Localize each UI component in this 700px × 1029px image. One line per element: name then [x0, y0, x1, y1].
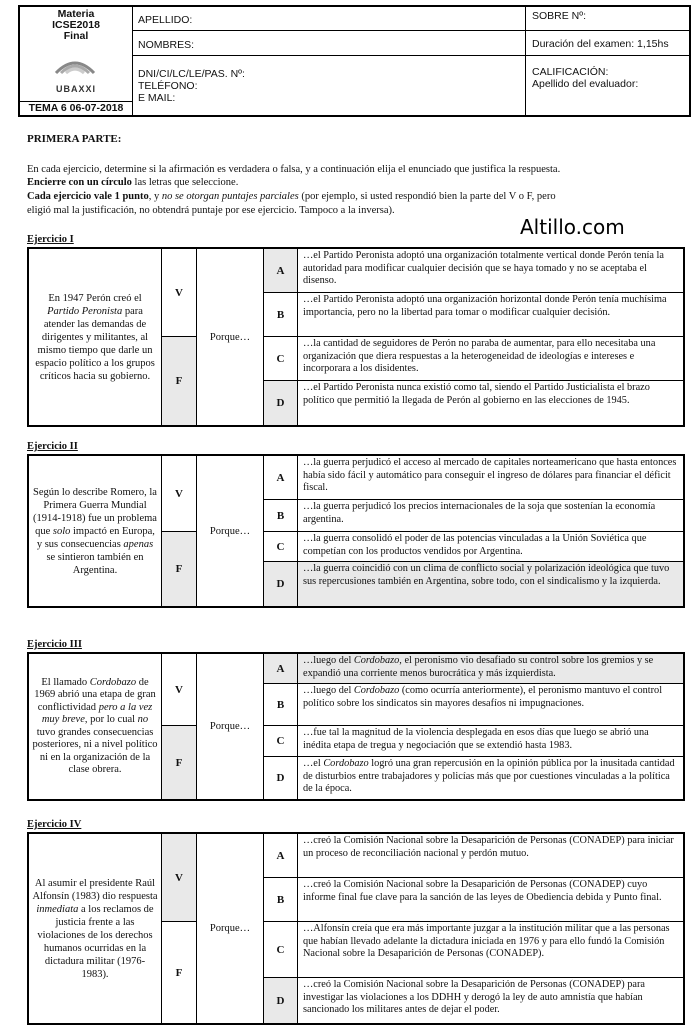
calificacion-label: CALIFICACIÓN:	[532, 66, 609, 78]
exercise-2-v-option[interactable]	[162, 456, 197, 532]
option-text: …luego del Cordobazo (como ocurría anteriormente), el peronismo mantuvo el control político sobre los sindicatos sin mayores desafíos ni impugnaciones.	[303, 685, 663, 709]
exercise-1-option-b[interactable]	[264, 293, 683, 337]
exercise-3-option-b[interactable]	[264, 684, 683, 726]
option-letter: B	[264, 293, 298, 336]
v-label: V	[175, 286, 183, 299]
exam-header	[18, 5, 691, 117]
exercise-4-option-c[interactable]	[264, 922, 683, 978]
logo-text: UBAXXI	[55, 84, 96, 94]
exercise-3-option-c[interactable]	[264, 726, 683, 757]
option-letter: B	[264, 500, 298, 531]
exercise-3-v-option[interactable]	[162, 654, 197, 726]
exercise-1-f-option[interactable]	[162, 337, 197, 425]
sobre-label: SOBRE Nº:	[532, 10, 587, 22]
exercise-4-option-d[interactable]	[264, 978, 683, 1023]
option-text: …creó la Comisión Nacional sobre la Desaparición de Personas (CONADEP) para investigar las violaciones a los DDHH y derogó la ley de auto amnistía que habían sancionado los militares antes de dejar el poder.	[303, 979, 645, 1015]
option-letter: C	[264, 532, 298, 561]
watermark-text: Altillo.com	[520, 215, 625, 239]
f-label: F	[175, 563, 183, 575]
exercise-3-title: Ejercicio III	[27, 639, 82, 650]
exercise-1-option-c[interactable]	[264, 337, 683, 381]
email-label: E MAIL:	[138, 92, 176, 104]
exam-type: Final	[63, 30, 89, 42]
exercise-4-f-option[interactable]	[162, 922, 197, 1023]
exercise-3-f-option[interactable]	[162, 726, 197, 799]
v-label: V	[175, 487, 183, 500]
option-letter: A	[264, 249, 298, 292]
instructions-line-2	[27, 176, 238, 189]
apellido-row	[132, 7, 525, 31]
exercise-4-option-a[interactable]	[264, 834, 683, 878]
option-text: …el Partido Peronista adoptó una organización totalmente vertical donde Perón tenía la autoridad para modificar cualquier decisión que se haya tomado y no se aceptaba el disenso.	[303, 250, 664, 286]
materia-label: Materia	[57, 8, 95, 20]
nombres-row	[132, 31, 525, 56]
student-info	[132, 7, 526, 115]
nombres-label: NOMBRES:	[138, 39, 195, 51]
option-letter: C	[264, 726, 298, 756]
instructions-line-3	[27, 190, 556, 203]
exercise-3-porque: Porque…	[197, 654, 264, 799]
option-text: …el Partido Peronista adoptó una organización horizontal donde Perón tenía muchísima importancia, pero no la libertad para tomar o modificar cualquier decisión.	[303, 294, 667, 318]
course-info-cell	[20, 7, 133, 115]
duracion-label: Duración del examen: 1,15hs	[532, 38, 669, 50]
option-text: …la guerra consolidó el poder de las potencias vinculadas a la Unión Soviética que competían con los productos vendidos por Argentina.	[303, 533, 647, 557]
option-text: …la guerra coincidió con un clima de conflicto social y polarización ideológica que tuvo sus repercusiones también en Argentina, sobre todo, con el sindicalismo y la izquierda.	[303, 563, 670, 587]
instructions-line-1: En cada ejercicio, determine si la afirmación es verdadera o falsa, y a continuación elija el enunciado que justifica la respuesta.	[27, 164, 561, 175]
option-text: …luego del Cordobazo, el peronismo vio desafiado su control sobre los gremios y se expandió una corriente menos burocrática y más izquierdista.	[303, 655, 654, 679]
exercise-2-statement: Según lo describe Romero, la Primera Guerra Mundial (1914-1918) fue un problema que solo impactó en Europa, y sus consecuencias apenas se sintieron también en Argentina.	[29, 456, 162, 606]
exercise-2-porque: Porque…	[197, 456, 264, 606]
option-letter: D	[264, 381, 298, 425]
exercise-4-title: Ejercicio IV	[27, 819, 82, 830]
exercise-2-table	[27, 454, 685, 608]
dni-label: DNI/CI/LC/LE/PAS. Nº:	[138, 68, 245, 80]
exam-meta	[526, 7, 689, 115]
option-letter: A	[264, 834, 298, 877]
tema-label: TEMA 6 06-07-2018	[20, 101, 132, 114]
course-code: ICSE2018	[52, 19, 100, 31]
exercise-2-option-b[interactable]	[264, 500, 683, 532]
exercise-4-porque: Porque…	[197, 834, 264, 1023]
f-label: F	[175, 375, 183, 387]
exercise-2-option-c[interactable]	[264, 532, 683, 562]
ubaxxi-logo-icon	[52, 55, 98, 77]
option-letter: D	[264, 757, 298, 799]
exercise-3-option-a[interactable]	[264, 654, 683, 684]
exercise-1-statement: En 1947 Perón creó el Partido Peronista para atender las demandas de dirigentes y militantes, al mismo tiempo que darle un espacio político a los grupos críticos hacia su gobierno.	[29, 249, 162, 425]
exercise-4-statement: Al asumir el presidente Raúl Alfonsín (1983) dio respuesta inmediata a los reclamos de justicia frente a las violaciones de los derechos humanos ocurridas en la dictadura militar (1976-1983).	[29, 834, 162, 1023]
option-letter: C	[264, 337, 298, 380]
option-text: …el Cordobazo logró una gran repercusión en la opinión pública por la inusitada cantidad de disturbios entre trabajadores y policías más que por cuestiones vinculadas a la política de la época.	[303, 758, 675, 794]
option-letter: D	[264, 562, 298, 606]
v-label: V	[175, 871, 183, 884]
instructions-line-3-rest: (por ejemplo, si usted respondió bien la parte del V o F, pero	[298, 191, 556, 202]
option-text: …creó la Comisión Nacional sobre la Desaparición de Personas (CONADEP) para iniciar un proceso de reconciliación nacional y perdón mutuo.	[303, 835, 674, 859]
telefono-label: TELÉFONO:	[138, 80, 198, 92]
instructions-line-3-mid: , y	[148, 191, 162, 202]
exercise-2-option-a[interactable]	[264, 456, 683, 500]
evaluador-label: Apellido del evaluador:	[532, 78, 639, 90]
option-text: …la cantidad de seguidores de Perón no paraba de aumentar, para ello necesitaba una organización que diera respuestas a la heterogeneidad de ideologías e intereses e incorporara a los disidentes.	[303, 338, 656, 374]
v-label: V	[175, 683, 183, 696]
apellido-label: APELLIDO:	[138, 14, 193, 26]
option-text: …la guerra perjudicó el acceso al mercado de capitales norteamericano que hasta entonces había sido fácil y automático para conseguir el ingreso de dólares para financiar el déficit fiscal.	[303, 457, 677, 493]
exercise-4-v-option[interactable]	[162, 834, 197, 922]
instructions-bold-circle: Encierre con un círculo	[27, 177, 132, 188]
exercise-2-option-d[interactable]	[264, 562, 683, 606]
option-text: …Alfonsín creía que era más importante juzgar a la institución militar que a las personas que habían llevado adelante la dictadura iniciada en 1976 y para ello fundó la Comisión Nacional sobre la Desaparición de Personas (CONADEP).	[303, 923, 670, 959]
option-text: …la guerra perjudicó los precios internacionales de la soja que sostenían la economía argentina.	[303, 501, 656, 525]
exercise-2-f-option[interactable]	[162, 532, 197, 606]
exercise-3-option-d[interactable]	[264, 757, 683, 799]
exercise-1-table	[27, 247, 685, 427]
exercise-1-porque: Porque…	[197, 249, 264, 425]
f-label: F	[175, 966, 183, 979]
exercise-3-table	[27, 652, 685, 801]
instructions-line-4: eligió mal la justificación, no obtendrá puntaje por ese ejercicio. Tampoco a la inversa).	[27, 205, 395, 216]
exercise-4-table	[27, 832, 685, 1025]
option-letter: A	[264, 654, 298, 683]
sobre-row	[526, 7, 689, 31]
option-letter: B	[264, 684, 298, 725]
exercise-3-statement: El llamado Cordobazo de 1969 abrió una etapa de gran conflictividad pero a la vez muy breve, por lo cual no tuvo grandes consecuencias posteriores, ni a nivel político ni en la organización de la clase obrera.	[29, 654, 162, 799]
duracion-row	[526, 31, 689, 56]
section-title: PRIMERA PARTE:	[27, 133, 122, 145]
calificacion-row	[526, 56, 689, 115]
exercise-2-title: Ejercicio II	[27, 441, 78, 452]
option-text: …el Partido Peronista nunca existió como tal, siendo el Partido Justicialista el brazo político que permitió la llegada de Perón al gobierno en las elecciones de 1945.	[303, 382, 650, 406]
option-text: …fue tal la magnitud de la violencia desplegada en esos días que luego se abrió una inédita etapa de tregua y negociación que se extendió hasta 1983.	[303, 727, 649, 751]
option-letter: D	[264, 978, 298, 1023]
instructions-bold-points: Cada ejercicio vale 1 punto	[27, 191, 149, 202]
instructions-line-2-rest: las letras que seleccione.	[131, 177, 239, 188]
exercise-4-option-b[interactable]	[264, 878, 683, 922]
option-text: …creó la Comisión Nacional sobre la Desaparición de Personas (CONADEP) cuyo informe final fue clave para la sanción de las leyes de Obediencia debida y Punto final.	[303, 879, 662, 903]
option-letter: C	[264, 922, 298, 977]
f-label: F	[175, 756, 183, 769]
exercise-1-v-option[interactable]	[162, 249, 197, 337]
exercise-1-option-d[interactable]	[264, 381, 683, 425]
instructions-italic: no se otorgan puntajes parciales	[161, 191, 299, 202]
exercise-1-option-a[interactable]	[264, 249, 683, 293]
exercise-1-title: Ejercicio I	[27, 234, 74, 245]
option-letter: A	[264, 456, 298, 499]
option-letter: B	[264, 878, 298, 921]
contact-row	[132, 56, 525, 115]
